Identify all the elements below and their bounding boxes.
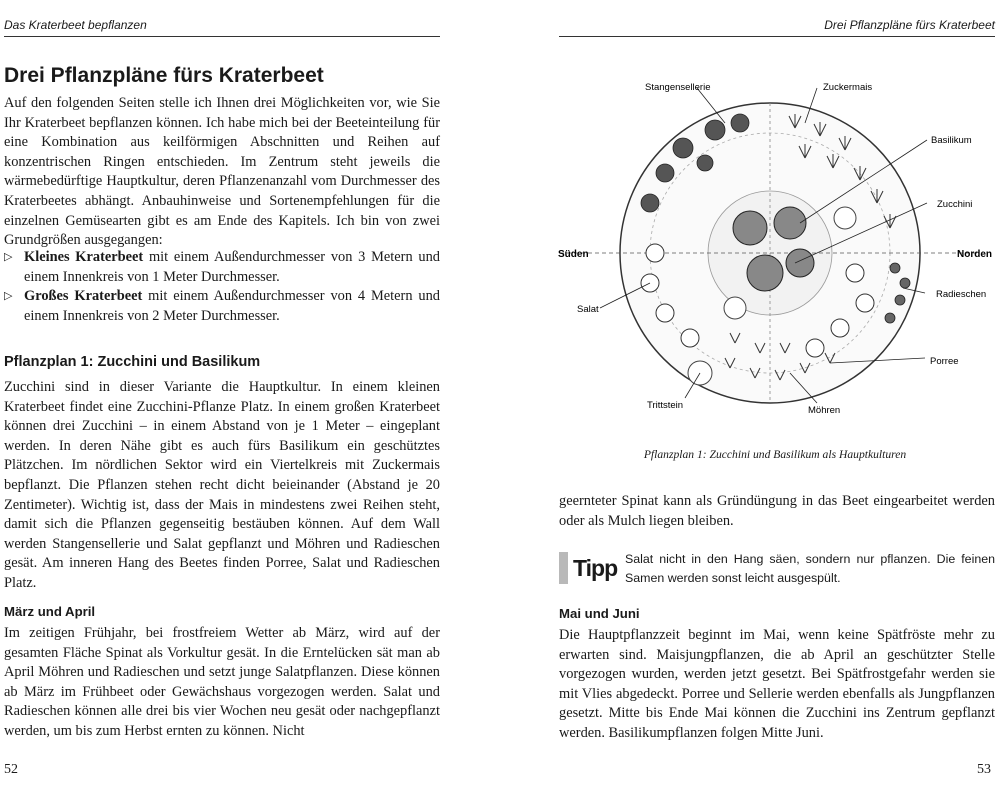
list-item	[4, 287, 440, 326]
tip-box	[559, 550, 995, 590]
list-item-text: mit einem Außendurchmesser von 4 Metern und einem Innenkreis von 2 Meter Durchmesser.	[24, 288, 440, 324]
subsection-title-mai: Mai und Juni	[559, 606, 640, 621]
page-number-right: 53	[977, 762, 991, 777]
label-norden: Norden	[957, 249, 992, 260]
triangle-bullet-icon: ▷	[4, 290, 13, 303]
label-zucchini: Zucchini	[937, 199, 973, 210]
label-salat: Salat	[577, 304, 599, 315]
continued-paragraph: geernteter Spinat kann als Gründüngung in das Beet eingearbeitet werden oder als Mulch liegen bleiben.	[559, 493, 995, 529]
label-radieschen: Radieschen	[936, 289, 987, 300]
size-list	[4, 248, 440, 326]
header-rule-right	[559, 36, 995, 37]
label-stangensellerie: Stangensellerie	[645, 82, 711, 93]
label-trittstein: Trittstein	[647, 400, 684, 411]
subsection-title-maerz: März und April	[4, 604, 96, 619]
running-head-left: Das Kraterbeet bepflanzen	[4, 18, 147, 32]
chapter-title: Drei Pflanzpläne fürs Kraterbeet	[4, 64, 324, 87]
list-item-text: mit einem Außendurchmesser von 3 Metern und einem Innenkreis von 1 Meter Durchmesser.	[24, 249, 440, 285]
intro-paragraph: Auf den folgenden Seiten stelle ich Ihnen drei Möglichkeiten vor, wie Sie Ihr Kraterbeet bepflanzen können. Ich habe mich bei der Beeteinteilung für eine Kombination aus keilförmigen Abschnitten und Reihen auf konzentrischen Ringen entschieden. Im Zentrum steht jeweils die wärmebedürftige Hauptkultur, deren Pflanzenanzahl vom Durchmesser des Kraterbeetes abhängt. Anbauhinweise und Sortenempfehlungen für die einzelnen Gemüsearten gibt es am Ende des Kapitels. Ich bin von zwei Grundgrößen ausgegangen:	[4, 95, 440, 249]
tip-label: Tipp	[573, 555, 618, 581]
section-paragraph: Zucchini sind in dieser Variante die Hauptkultur. In einem kleinen Kraterbeet findet eine Zucchini-Pflanze Platz. In einem großen Kraterbeet können drei Zucchini – in einem Abstand von je 1 Meter – eingeplant werden. In deren Nähe gibt es auch fürs Basilikum ein geschütztes Plätzchen. Im nördlichen Sektor wird ein Viertelkreis mit Zuckermais bepflanzt. Die Pflanzen stehen recht dicht beieinander (Abstand je 20 Zentimeter). Wichtig ist, dass der Mais in mindestens zwei Reihen steht, damit sich die Pflanzen gegenseitig bestäuben können. Auf dem Wall werden Stangensellerie und Salat gepflanzt und Möhren und Radieschen gesät. Am inneren Hang des Beetes finden Porree, Salat und Radieschen Platz.	[4, 379, 440, 591]
label-porree: Porree	[930, 356, 959, 367]
label-basilikum: Basilikum	[931, 135, 972, 146]
header-rule-left	[4, 36, 440, 37]
triangle-bullet-icon: ▷	[4, 251, 13, 263]
left-page	[0, 0, 440, 800]
list-item-bold: Kleines Kraterbeet	[24, 249, 144, 265]
label-zuckermais: Zuckermais	[823, 82, 873, 93]
list-item-bold: Großes Kraterbeet	[24, 288, 143, 305]
running-head-right: Drei Pflanzpläne fürs Kraterbeet	[824, 18, 995, 32]
label-moehren: Möhren	[808, 405, 841, 416]
label-sueden: Süden	[558, 249, 589, 260]
planting-plan-diagram	[555, 68, 995, 428]
subsection-paragraph-maerz: Im zeitigen Frühjahr, bei frostfreiem Wetter ab März, wird auf der gesamten Fläche Spinat als Vorkultur gesät. In die Erntelücken sät man ab April Möhren und Radieschen und setzt junge Salatpflanzen. Diese können ab März im Frühbeet oder Gewächshaus vorgezogen werden. Salat und Radieschen können alle drei bis vier Wochen neu gesät oder nachgepflanzt werden, um bis zum Herbst ernten zu können. Nicht	[4, 625, 440, 739]
figure-caption: Pflanzplan 1: Zucchini und Basilikum als Hauptkulturen	[643, 448, 907, 461]
tip-bar	[559, 552, 568, 584]
tip-text: Salat nicht in den Hang säen, sondern nur pflanzen. Die feinen Samen werden sonst leicht ausgespült.	[625, 552, 995, 585]
right-page	[555, 0, 995, 800]
page-number-left: 52	[4, 762, 18, 777]
subsection-paragraph-mai: Die Hauptpflanzzeit beginnt im Mai, wenn keine Spätfröste mehr zu erwarten sind. Maisjungpflanzen, die ab April an geschützter Stelle vorgezogen wurden, werden jetzt gesetzt. Bei Spätfrostgefahr werden sie mit Vlies abgedeckt. Porree und Sellerie werden ebenfalls als Jungpflanzen gesetzt. Mitte bis Ende Mai können die Zucchini ins Zentrum gepflanzt werden. Basilikumpflanzen folgen Mitte Juni.	[559, 627, 995, 741]
section-title: Pflanzplan 1: Zucchini und Basilikum	[4, 354, 261, 370]
list-item	[4, 248, 440, 287]
